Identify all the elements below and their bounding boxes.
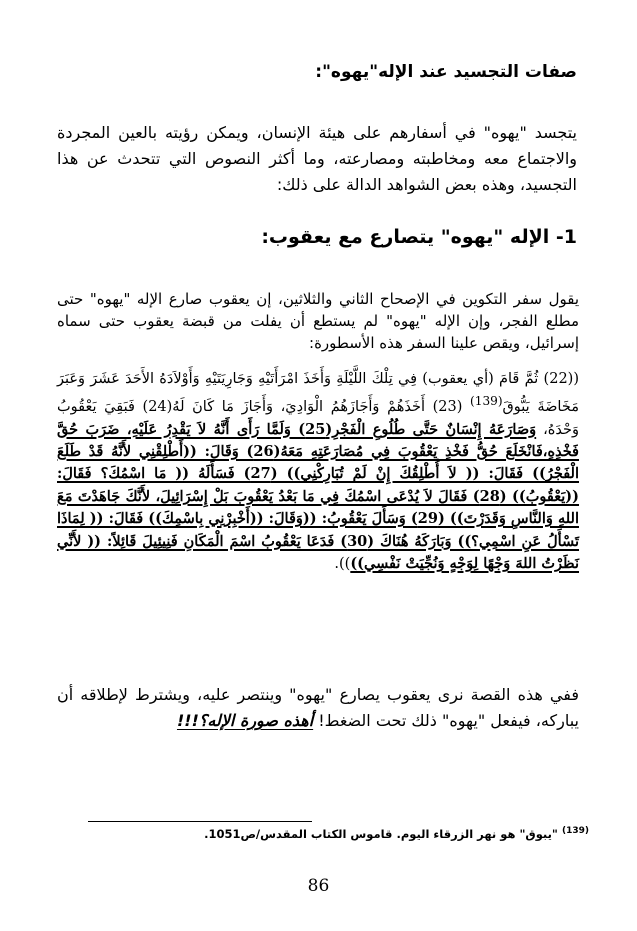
intro-paragraph: يتجسد "يهوه" في أسفارهم على هيئة الإنسان، ويمكن رؤيته بالعين المجردة والاجتماع معه ومخاطبته ومصارعته، وما أكثر النصوص التي تتحدث عن هذا التجسيد، وهذه بعض الشواهد الدالة على ذلك: — [57, 123, 577, 194]
quote-text-plain-2: (23) أَخَذَهُمْ وَأَجَازَهُمُ الْوَادِيَ، وَأَجَازَ مَا كَانَ لَهُ(24) فَبَقِيَ يَعْقُوبُ وَحْدَهُ، — [57, 399, 579, 438]
footnote — [69, 826, 589, 841]
scripture-quote — [57, 368, 579, 575]
footnote-divider — [88, 821, 312, 822]
footnote-text: "يبوق" هو نهر الزرقاء اليوم. قاموس الكتاب المقدس/ص1051. — [204, 826, 558, 841]
footnote-number: (139) — [561, 826, 589, 836]
quote-text-underlined: وَصَارَعَهُ إِنْسَانٌ حَتَّى طُلُوعِ الْفَجْرِ(25) وَلَمَّا رَأَى أَنَّهُ لاَ يَقْدِرُ عَلَيْهِ، ضَرَبَ حُقَّ فَخْذِهِ،فَانْخَلَعَ حُقُّ فَخْذِ يَعْقُوبَ فِي مُصَارَعَتِهِ مَعَهُ(26) وَقَالَ: ((أَطْلِقْنِي لأَنَّهُ قَدْ طَلَعَ الْفَجْرُ)) فَقَالَ: (( لاَ أُطْلِقُكَ إِنْ لَمْ تُبَارِكْنِي)) (27) فَسَأَلَهُ (( مَا اسْمُكَ؟ فَقَالَ: ((يَعْقُوبُ)) (28) فَقَالَ لاَ يُدْعَى اسْمُكَ فِي مَا بَعْدُ يَعْقُوبَ بَلْ إِسْرَائِيلَ، لأَنَّكَ جَاهَدْتَ مَعَ اللهِ وَالنَّاسِ وَقَدَرْتَ)) (29) وَسَأَلَ يَعْقُوبُ: ((وَقَالَ: ((أَخْبِرْنِي بِاسْمِكَ)) فَقَالَ: (( لِمَاذَا تَسْأَلُ عَنِ اسْمِي؟)) وَبَارَكَهُ هُنَاكَ (30) فَدَعَا يَعْقُوبُ اسْمَ الْمَكَانِ فَنِيئِيلَ قَائِلاً: (( لأَنِّي نَظَرْتُ اللهَ وَجْهًا لِوَجْهٍ وَنُجِّيَتْ نَفْسِي)) — [57, 420, 580, 573]
footnote-reference: (139) — [470, 394, 503, 409]
story-intro-paragraph: يقول سفر التكوين في الإصحاح الثاني والثلاثين، إن يعقوب صارع الإله "يهوه" حتى مطلع الفجر، وإن الإله "يهوه" لم يستطع أن يفلت من قبضة يعقوب حتى سماه إسرائيل، ويقص علينا السفر هذه الأسطورة: — [57, 290, 579, 352]
conclusion-paragraph — [57, 682, 579, 734]
conclusion-text: ففي هذه القصة نرى يعقوب يصارع "يهوه" وينتصر عليه، ويشترط لإطلاقه أن يباركه، فيفعل "يهوه" ذلك تحت الضغط! — [57, 685, 579, 730]
quote-end: )). — [334, 556, 351, 573]
conclusion-emphasis: أهذه صورة الإله؟!!! — [176, 711, 314, 730]
subsection-heading: 1- الإله "يهوه" يتصارع مع يعقوب: — [261, 226, 577, 248]
section-heading: صفات التجسيد عند الإله"يهوه": — [315, 62, 577, 82]
quote-text-plain: ((22) ثُمَّ قَامَ (أي يعقوب) فِي تِلْكَ اللَّيْلَةِ وَأَخَذَ امْرَأَتَيْهِ وَجَارِيَتَيْهِ وَأَوْلاَدَهُ الأَحَدَ عَشَرَ وَعَبَرَ مَخَاضَةَ يَبُّوقَ — [57, 371, 579, 416]
page-number: 86 — [307, 876, 330, 896]
